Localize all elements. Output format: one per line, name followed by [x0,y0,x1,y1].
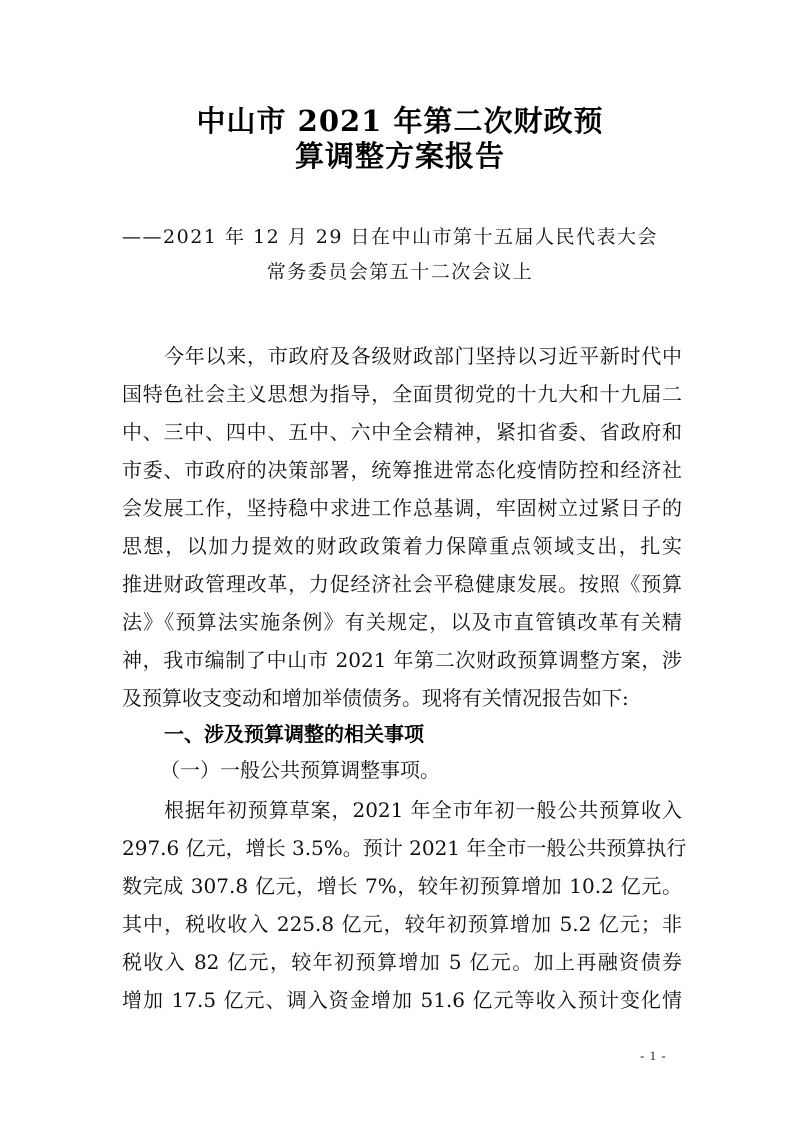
paragraph-line: 其中，税收收入 225.8 亿元，较年初预算增加 5.2 亿元；非 [122,912,682,936]
paragraph-line: 增加 17.5 亿元、调入资金增加 51.6 亿元等收入预计变化情 [122,988,682,1012]
paragraph-line: 税收入 82 亿元，较年初预算增加 5 亿元。加上再融资债券 [122,950,682,974]
paragraph-line: 数完成 307.8 亿元，增长 7%，较年初预算增加 10.2 亿元。 [122,874,682,898]
paragraph-line: 国特色社会主义思想为指导，全面贯彻党的十九大和十九届二 [122,382,682,406]
paragraph-line: 思想，以加力提效的财政政策着力保障重点领域支出，扎实 [122,534,682,558]
paragraph-line: 及预算收支变动和增加举债债务。现将有关情况报告如下: [122,686,629,710]
paragraph-line: 中、三中、四中、五中、六中全会精神，紧扣省委、省政府和 [122,420,682,444]
document-title-line-1: 中山市 2021 年第二次财政预 [196,104,604,138]
paragraph-line: 推进财政管理改革，力促经济社会平稳健康发展。按照《预算 [122,572,682,596]
paragraph-line: 法》《预算法实施条例》有关规定，以及市直管镇改革有关精 [122,610,682,634]
document-title-line-2: 算调整方案报告 [294,139,505,173]
paragraph-line: 会发展工作，坚持稳中求进工作总基调，牢固树立过紧日子的 [122,496,682,520]
subsection-heading: （一）一般公共预算调整事项。 [160,758,440,782]
paragraph-line: 市委、市政府的决策部署，统筹推进常态化疫情防控和经济社 [122,458,682,482]
page-number: - 1 - [640,1048,667,1063]
paragraph-line: 神，我市编制了中山市 2021 年第二次财政预算调整方案，涉 [122,648,682,672]
section-heading: 一、涉及预算调整的相关事项 [164,722,424,746]
document-subtitle-line-2: 常务委员会第五十二次会议上 [266,261,534,283]
document-subtitle-line-1: ——2021 年 12 月 29 日在中山市第十五届人民代表大会 [122,226,658,248]
paragraph-line: 根据年初预算草案，2021 年全市年初一般公共预算收入 [164,798,682,822]
paragraph-line: 297.6 亿元，增长 3.5%。预计 2021 年全市一般公共预算执行 [122,836,687,860]
paragraph-line: 今年以来，市政府及各级财政部门坚持以习近平新时代中 [164,344,682,368]
